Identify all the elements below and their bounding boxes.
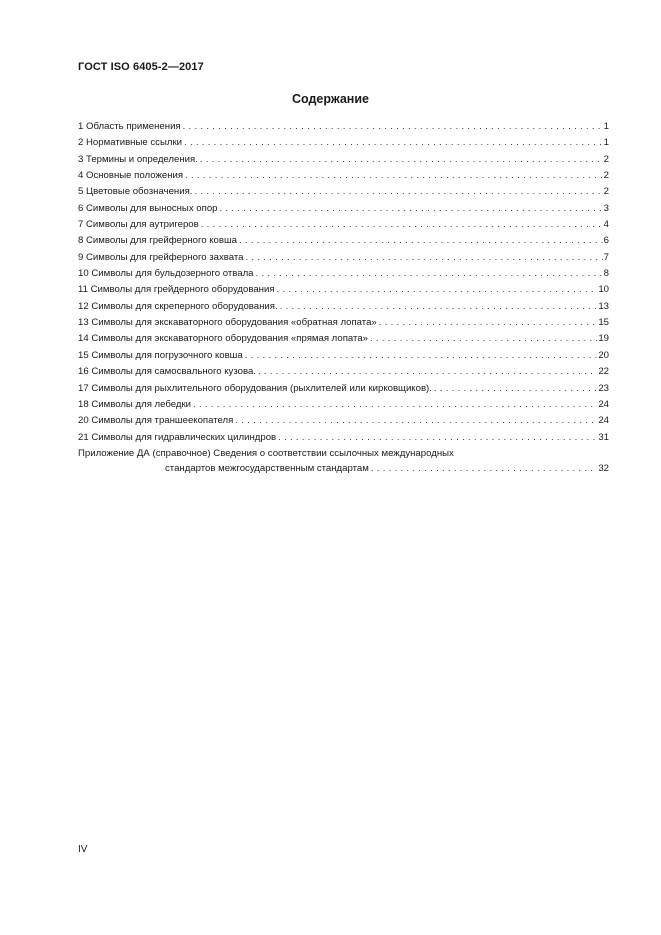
toc-entry-text: 18 Символы для лебедки (78, 398, 192, 410)
toc-leader-dots (201, 217, 603, 233)
toc-entry[interactable] (78, 299, 609, 315)
toc-entry[interactable] (78, 250, 609, 266)
toc-leader-dots (256, 266, 603, 282)
toc-entry-page: 7 (603, 251, 609, 263)
toc-entry[interactable] (78, 331, 609, 347)
toc-leader-dots (239, 233, 603, 249)
toc-entry[interactable] (78, 413, 609, 429)
table-of-contents (78, 119, 609, 477)
toc-entry-text: 4 Основные положения (78, 170, 184, 182)
toc-entry-text: 13 Символы для экскаваторного оборудования «обратная лопата» (78, 317, 377, 329)
toc-entry[interactable] (78, 233, 609, 249)
toc-leader-dots (220, 201, 603, 217)
toc-entry[interactable] (78, 348, 609, 364)
toc-entry[interactable] (78, 397, 609, 413)
toc-appendix-entry[interactable] (78, 461, 609, 477)
toc-leader-dots (370, 331, 597, 347)
toc-title: Содержание (291, 92, 369, 106)
toc-entry-page: 31 (598, 431, 609, 443)
toc-entry-page: 6 (603, 235, 609, 247)
toc-entry-text: 15 Символы для погрузочного ковша (78, 349, 243, 361)
toc-leader-dots (280, 299, 598, 315)
toc-entry-page: 13 (598, 300, 609, 312)
toc-entry-text: 2 Нормативные ссылки (78, 137, 183, 149)
toc-entry-page: 22 (598, 366, 609, 378)
toc-appendix-text: стандартов межгосударственным стандартам (165, 462, 369, 474)
toc-entry-text: 16 Символы для самосвального кузова. (78, 366, 256, 378)
toc-entry-text: 12 Символы для скреперного оборудования. (78, 300, 278, 312)
toc-entry-page: 15 (598, 317, 609, 329)
toc-entry-page: 2 (603, 170, 609, 182)
toc-entry-page: 3 (603, 202, 609, 214)
toc-leader-dots (278, 430, 597, 446)
toc-entry-page: 24 (598, 415, 609, 427)
toc-entry-page: 1 (603, 121, 609, 132)
toc-leader-dots (371, 461, 597, 477)
toc-leader-dots (434, 381, 597, 397)
toc-appendix-page: 32 (598, 462, 609, 474)
toc-entry-page: 19 (598, 333, 609, 345)
toc-entry[interactable] (78, 217, 609, 233)
toc-entry-page: 2 (603, 153, 609, 165)
toc-leader-dots (245, 348, 598, 364)
toc-leader-dots (184, 135, 603, 151)
toc-entry-text: 8 Символы для грейферного ковша (78, 235, 237, 247)
toc-entry[interactable] (78, 266, 609, 282)
toc-entry[interactable] (78, 184, 609, 200)
toc-entry-text: 7 Символы для аутригеров (78, 219, 199, 231)
page-number: IV (78, 844, 88, 855)
toc-entry[interactable] (78, 152, 609, 168)
toc-leader-dots (379, 315, 598, 331)
toc-leader-dots (235, 413, 597, 429)
toc-appendix-title: Приложение ДА (справочное) Сведения о соответствии ссылочных международных (78, 447, 454, 459)
toc-leader-dots (193, 397, 597, 413)
toc-entry-text: 3 Термины и определения. (78, 153, 198, 165)
toc-entry-text: 14 Символы для экскаваторного оборудования «прямая лопата» (78, 333, 368, 345)
toc-entry-text: 9 Символы для грейферного захвата (78, 251, 244, 263)
toc-entry-text: 17 Символы для рыхлительного оборудования (рыхлителей или кирковщиков). (78, 382, 432, 394)
toc-leader-dots (194, 184, 602, 200)
toc-entry[interactable] (78, 282, 609, 298)
toc-entry-text: 21 Символы для гидравлических цилиндров (78, 431, 277, 443)
toc-entry-text: 5 Цветовые обозначения. (78, 186, 193, 198)
toc-leader-dots (258, 364, 597, 380)
document-header: ГОСТ ISO 6405-2—2017 (78, 61, 204, 73)
toc-entry-text: 6 Символы для выносных опор (78, 202, 218, 214)
toc-leader-dots (185, 168, 603, 184)
toc-entry-text: 20 Символы для траншеекопателя (78, 415, 234, 427)
toc-entry[interactable] (78, 119, 609, 135)
toc-entry[interactable] (78, 201, 609, 217)
toc-entry[interactable] (78, 381, 609, 397)
toc-entry-page: 20 (598, 349, 609, 361)
toc-entry-page: 4 (603, 219, 609, 231)
toc-entry-page: 24 (598, 398, 609, 410)
toc-entry[interactable] (78, 135, 609, 151)
toc-entry[interactable] (78, 364, 609, 380)
toc-leader-dots (183, 119, 603, 135)
toc-entry-page: 2 (603, 186, 609, 198)
toc-entry[interactable] (78, 168, 609, 184)
toc-entry[interactable] (78, 430, 609, 446)
toc-leader-dots (246, 250, 603, 266)
toc-entry-text: 1 Область применения (78, 121, 181, 132)
toc-leader-dots (200, 152, 603, 168)
toc-entry-page: 8 (603, 268, 609, 280)
toc-entry[interactable] (78, 315, 609, 331)
toc-entry-page: 1 (603, 137, 609, 149)
toc-leader-dots (277, 282, 598, 298)
toc-entry-page: 23 (598, 382, 609, 394)
toc-entry-text: 11 Символы для грейдерного оборудования (78, 284, 275, 296)
toc-entry-page: 10 (598, 284, 609, 296)
toc-entry-text: 10 Символы для бульдозерного отвала (78, 268, 254, 280)
